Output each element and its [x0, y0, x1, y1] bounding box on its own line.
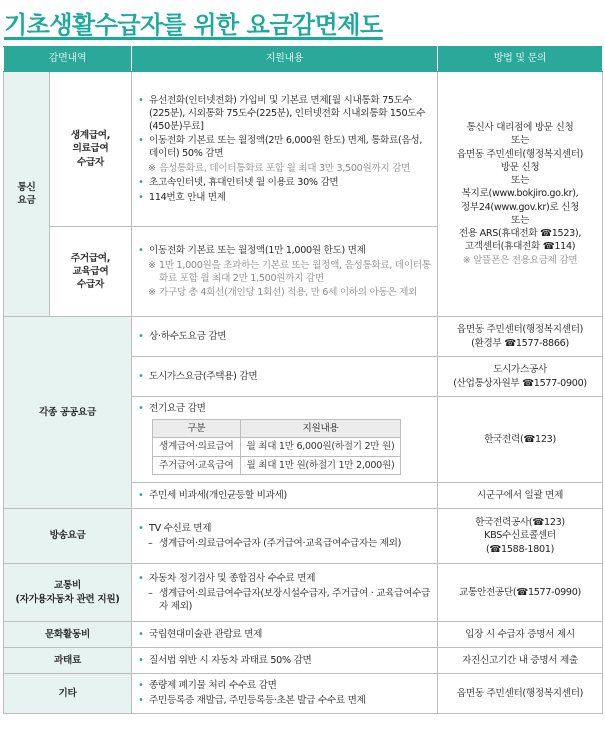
method-line: (☎1588-1801) — [485, 543, 555, 555]
list-item-text: 유선전화(인터넷전화) 가입비 및 기본료 면제[월 시내통화 75도수(225분), 시외통화 75도수(225분), 인터넷전화 시내외통화 150도수(450분)무료] — [149, 94, 426, 132]
list-item — [138, 162, 431, 175]
method-line: (환경부 ☎1577-8866) — [471, 337, 569, 349]
subcategory-housing: 주거급여, 교육급여 수급자 — [50, 227, 132, 317]
benefit-table — [3, 46, 603, 714]
support-broadcast — [132, 509, 438, 564]
list-item — [138, 176, 431, 190]
category-traffic: 교통비 (자가용자동차 관련 지원) — [4, 564, 132, 622]
support-traffic — [132, 564, 438, 622]
support-resident-tax: • 주민세 비과세(개인균등할 비과세) — [132, 483, 438, 509]
list-item-text: 초고속인터넷, 휴대인터넷 월 이용료 30% 감면 — [149, 176, 339, 188]
method-fine: 자진신고기간 내 증명서 제출 — [438, 648, 603, 674]
bullet-icon: • — [138, 330, 144, 342]
support-water: • 상·하수도요금 감면 — [132, 317, 438, 357]
support-gas: • 도시가스요금(주택용) 감면 — [132, 357, 438, 397]
list-item — [138, 286, 431, 299]
dash-mark: – — [148, 537, 153, 549]
category-utility: 각종 공공요금 — [4, 317, 132, 509]
method-line: 도시가스공사 — [493, 364, 547, 376]
list-item — [138, 522, 431, 536]
list-item — [138, 537, 431, 550]
list-item — [138, 679, 431, 693]
support-electricity: • 전기요금 감면 구분 지원내용 생계급여·의료급여 월 최대 1만 6,000원(하절기 2만 원) 주거급여·교육급여 월 최대 1만 원(하절기 1만 2,000원) — [132, 397, 438, 483]
bullet-icon: • — [138, 94, 144, 106]
method-telecom — [438, 72, 603, 317]
support-telecom-2 — [132, 227, 438, 317]
support-culture: • 국립현대미술관 관람료 면제 — [132, 622, 438, 648]
list-item-text: 종량제 폐기물 처리 수수료 감면 — [149, 680, 277, 692]
method-traffic: 교통안전공단(☎1577-0990) — [438, 564, 603, 622]
list-item-text: 114번호 안내 면제 — [149, 191, 226, 203]
list-item-text: 음성통화료, 데이터통화료 포함 월 최대 3만 3,500원까지 감면 — [159, 162, 411, 174]
list-item — [138, 244, 431, 258]
electricity-cell: 생계급여·의료급여 — [153, 438, 241, 456]
bullet-icon: • — [138, 695, 144, 706]
method-resident-tax: 시군구에서 일괄 면제 — [438, 483, 603, 509]
list-item-text: 가구당 총 4회선(개인당 1회선) 적용, 만 6세 이하의 아동은 제외 — [159, 287, 418, 299]
method-line: KBS수신료콜센터 — [484, 530, 556, 542]
bullet-icon: • — [138, 176, 144, 188]
table-header-row — [4, 47, 603, 72]
table-row — [4, 317, 603, 357]
table-row — [4, 622, 603, 648]
list-item — [138, 259, 431, 285]
method-line: 한국전력공사(☎123) — [475, 517, 565, 529]
list-item-text: 1만 1,000원을 초과하는 기본료 또는 월정액, 음성통화료, 데이터통화료 포함 월 최대 2만 1,500원까지 감면 — [159, 259, 431, 284]
method-line: 또는 — [511, 214, 529, 226]
method-line: (산업통상자원부 ☎1577-0900) — [453, 377, 587, 389]
method-telecom-note: ※ 알뜰폰은 전용요금제 감면 — [462, 254, 578, 266]
category-etc: 기타 — [4, 674, 132, 714]
bullet-icon: • — [138, 628, 144, 640]
bullet-icon: • — [138, 489, 144, 501]
list-item-text: 이동전화 기본료 또는 월정액(1만 1,000원 한도) 면제 — [149, 244, 366, 256]
category-culture: 문화활동비 — [4, 622, 132, 648]
category-telecom: 통신 요금 — [4, 72, 50, 317]
list-item-text: 주민등록증 재발급, 주민등록등·초본 발급 수수료 면제 — [149, 695, 366, 706]
method-line: 전용 ARS(휴대전화 ☎1523), — [458, 228, 582, 240]
method-water — [438, 317, 603, 357]
method-gas — [438, 357, 603, 397]
list-item-text: 이동전화 기본료 또는 월정액(2만 6,000원 한도) 면제, 통화료(음성, 데이터) 50% 감면 — [149, 135, 423, 160]
table-row — [4, 509, 603, 564]
list-item — [138, 191, 431, 205]
method-line: 복지로(www.bokjiro.go.kr), — [461, 188, 579, 200]
method-line: 고객센터(휴대전화 ☎114) — [464, 241, 576, 253]
list-item-text: 생계급여·의료급여수급자 (주거급여·교육급여수급자는 제외) — [159, 537, 402, 549]
table-row — [4, 564, 603, 622]
note-mark: ※ — [148, 287, 156, 299]
method-etc: 읍면동 주민센터(행정복지센터) — [438, 674, 603, 714]
bullet-icon: • — [138, 403, 144, 415]
bullet-icon: • — [138, 654, 144, 666]
method-line: 또는 — [511, 135, 529, 147]
method-line: 정부24(www.gov.kr)로 신청 — [460, 201, 580, 213]
method-culture: 입장 시 수급자 증명서 제시 — [438, 622, 603, 648]
support-etc — [132, 674, 438, 714]
bullet-icon: • — [138, 680, 144, 692]
table-row — [4, 72, 603, 227]
method-line: 읍면동 주민센터(행정복지센터) — [456, 324, 584, 336]
list-item — [138, 572, 431, 586]
header-method: 방법 및 문의 — [438, 47, 603, 72]
table-row — [4, 674, 603, 714]
method-line: 방문 신청 — [500, 161, 540, 173]
method-electricity: 한국전력(☎123) — [438, 397, 603, 483]
bullet-icon: • — [138, 244, 144, 256]
bullet-icon: • — [138, 522, 144, 534]
support-telecom-1 — [132, 72, 438, 227]
table-row — [4, 648, 603, 674]
header-support: 지원내용 — [132, 47, 438, 72]
note-mark: ※ — [148, 162, 156, 174]
list-item — [138, 94, 431, 134]
list-item-text: 자동차 정기검사 및 종합검사 수수료 면제 — [149, 572, 316, 584]
dash-mark: – — [148, 587, 153, 599]
electricity-cell: 주거급여·교육급여 — [153, 456, 241, 474]
electricity-cell: 월 최대 1만 6,000원(하절기 2만 원) — [240, 438, 401, 456]
list-item — [138, 134, 431, 160]
bullet-icon: • — [138, 191, 144, 203]
list-item-text: TV 수신료 면제 — [149, 522, 212, 534]
category-broadcast: 방송요금 — [4, 509, 132, 564]
bullet-icon: • — [138, 370, 144, 382]
subcategory-livelihood: 생계급여, 의료급여 수급자 — [50, 72, 132, 227]
list-item — [138, 587, 431, 613]
method-broadcast — [438, 509, 603, 564]
support-fine: • 질서법 위반 시 자동차 과태료 50% 감면 — [132, 648, 438, 674]
bullet-icon: • — [138, 135, 144, 147]
method-line: 또는 — [511, 175, 529, 187]
page-title: 기초생활수급자를 위한 요금감면제도 — [4, 11, 383, 39]
electricity-header: 구분 — [153, 420, 241, 438]
bullet-icon: • — [138, 572, 144, 584]
electricity-cell: 월 최대 1만 원(하절기 1만 2,000원) — [240, 456, 401, 474]
list-item-text: 생계급여·의료급여수급자(보장시설수급자, 주거급여 · 교육급여수급자 제외) — [159, 587, 431, 612]
electricity-table — [152, 419, 401, 475]
category-fine: 과태료 — [4, 648, 132, 674]
header-category: 감면내역 — [4, 47, 132, 72]
list-item — [138, 694, 431, 708]
method-telecom-lines — [442, 121, 598, 253]
note-mark: ※ — [148, 259, 156, 271]
method-line: 읍면동 주민센터(행정복지센터) — [456, 148, 584, 160]
method-line: 통신사 대리점에 방문 신청 — [466, 122, 574, 134]
electricity-header: 지원내용 — [240, 420, 401, 438]
